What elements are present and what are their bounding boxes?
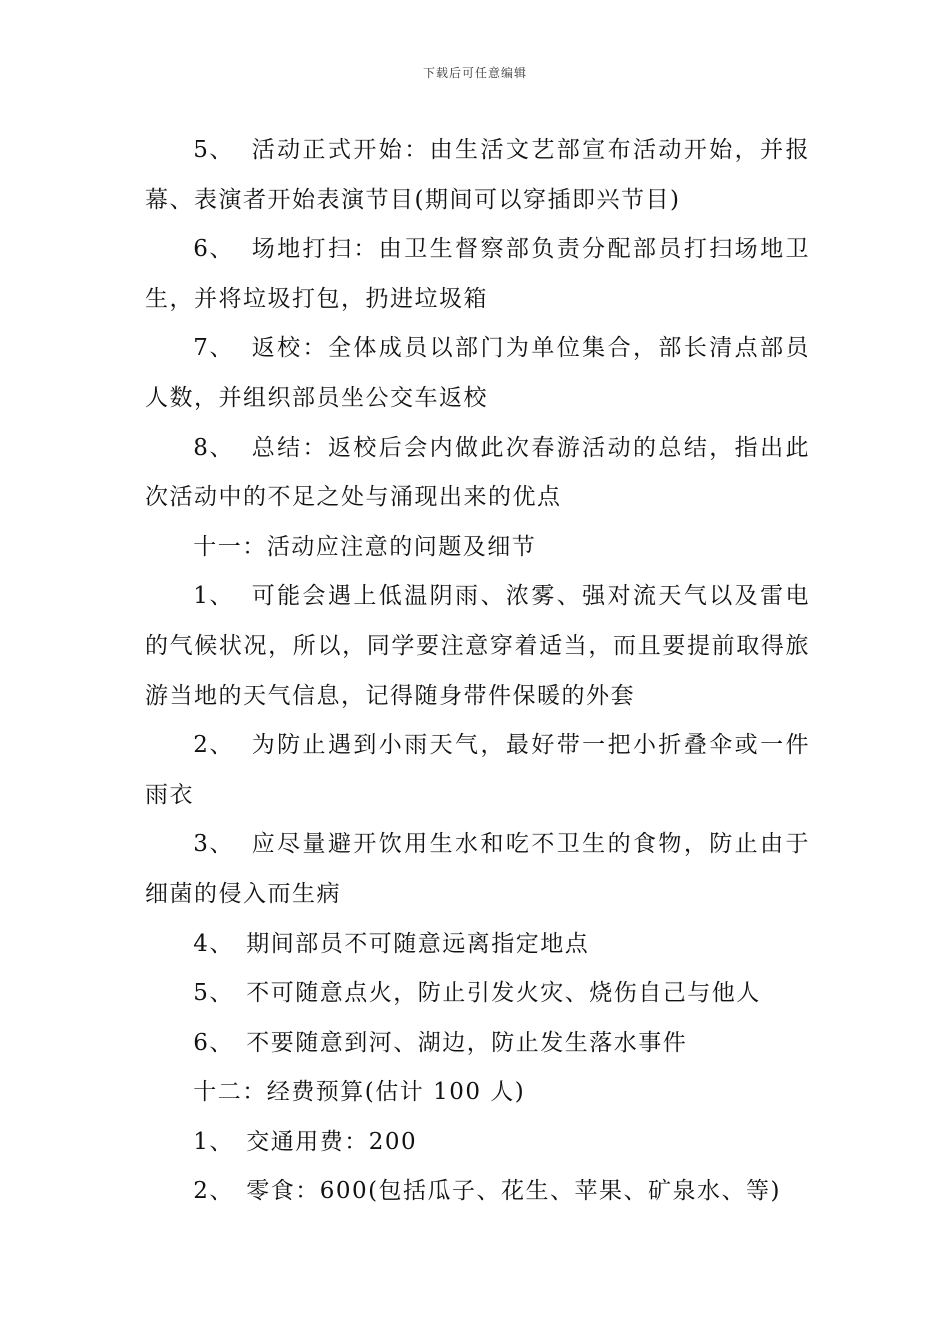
paragraph-fire-note (145, 969, 810, 1019)
item-number: 2、 (193, 732, 234, 759)
item-number: 3、 (193, 831, 234, 858)
paragraph-water-note (145, 1019, 810, 1069)
paragraph-text: 不要随意到河、湖边，防止发生落水事件 (246, 1029, 688, 1056)
paragraph-text: 活动正式开始：由生活文艺部宣布活动开始，并报幕、表演者开始表演节目(期间可以穿插即兴节目) (145, 137, 810, 213)
paragraph-return-school (145, 324, 810, 423)
item-number: 6、 (193, 236, 234, 263)
paragraph-text: 可能会遇上低温阴雨、浓雾、强对流天气以及雷电的气候状况，所以，同学要注意穿着适当，而且要提前取得旅游当地的天气信息，记得随身带件保暖的外套 (145, 583, 810, 709)
item-number: 4、 (193, 930, 234, 957)
paragraph-text: 应尽量避开饮用生水和吃不卫生的食物，防止由于细菌的侵入而生病 (145, 831, 810, 907)
item-number: 2、 (193, 1178, 234, 1205)
paragraph-weather-note (145, 572, 810, 721)
document-body (145, 126, 810, 1217)
item-number: 5、 (193, 137, 234, 163)
item-number: 6、 (193, 1029, 234, 1056)
section-heading-budget: 十二：经费预算(估计 100 人) (193, 1079, 526, 1106)
paragraph-text: 不可随意点火，防止引发火灾、烧伤自己与他人 (246, 980, 761, 1007)
item-number: 8、 (193, 434, 234, 461)
item-number: 1、 (193, 583, 234, 610)
paragraph-summary (145, 424, 810, 523)
paragraph-stay-nearby-note (145, 920, 810, 970)
item-number: 1、 (193, 1128, 234, 1155)
paragraph-text: 总结：返校后会内做此次春游活动的总结，指出此次活动中的不足之处与涌现出来的优点 (145, 434, 810, 511)
paragraph-snack-cost (145, 1167, 810, 1217)
section-heading-notes: 十一：活动应注意的问题及细节 (193, 533, 537, 560)
paragraph-text: 场地打扫：由卫生督察部负责分配部员打扫场地卫生，并将垃圾打包，扔进垃圾箱 (145, 236, 810, 312)
paragraph-umbrella-note (145, 721, 810, 820)
item-number: 5、 (193, 980, 234, 1007)
paragraph-text: 返校：全体成员以部门为单位集合，部长清点部员人数，并组织部员坐公交车返校 (145, 335, 810, 411)
paragraph-transport-cost (145, 1118, 810, 1168)
paragraph-text: 零食：600(包括瓜子、花生、苹果、矿泉水、等) (246, 1178, 782, 1205)
page-header-note: 下载后可任意编辑 (422, 66, 527, 80)
paragraph-site-cleanup (145, 225, 810, 324)
paragraph-activity-start (145, 126, 810, 225)
item-number: 7、 (193, 335, 234, 362)
paragraph-text: 为防止遇到小雨天气，最好带一把小折叠伞或一件雨衣 (145, 732, 810, 808)
paragraph-text: 期间部员不可随意远离指定地点 (246, 930, 590, 957)
paragraph-food-safety-note (145, 820, 810, 919)
paragraph-text: 交通用费：200 (246, 1128, 418, 1155)
